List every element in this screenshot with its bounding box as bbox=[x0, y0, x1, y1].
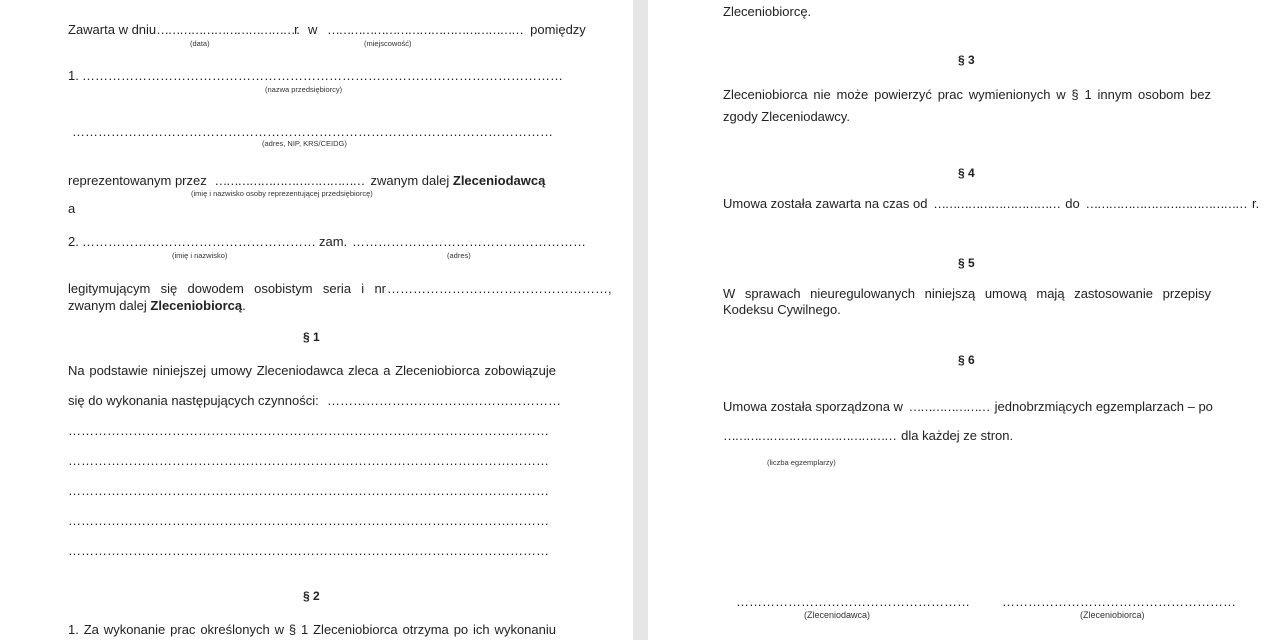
section-3-paragraph-line2: zgody Zleceniodawcy. bbox=[723, 109, 850, 124]
section-1-paragraph-line2: się do wykonania następujących czynności: bbox=[68, 393, 319, 408]
signature-label-zleceniodawca: (Zleceniodawca) bbox=[804, 610, 871, 620]
section-3-heading: § 3 bbox=[958, 53, 975, 67]
section-1-heading: § 1 bbox=[303, 330, 320, 344]
section-6-paragraph-line2 bbox=[723, 428, 1013, 443]
text-zwanym-dalej: zwanym dalej bbox=[370, 173, 450, 188]
text-sporzadzona: Umowa została sporządzona w bbox=[723, 399, 903, 414]
representative-line bbox=[68, 173, 545, 188]
text-pomiedzy: pomiędzy bbox=[530, 22, 586, 37]
section-5-paragraph-line1 bbox=[723, 286, 1211, 301]
tasks-field-2[interactable]: ………………………………………………………………………………………………… bbox=[68, 453, 549, 468]
section-5-text-1: W sprawach nieuregulowanych niniejszą umową mają zastosowanie przepisy bbox=[723, 286, 1211, 301]
section-6-heading: § 6 bbox=[958, 353, 975, 367]
text-reprezentowanym: reprezentowanym przez bbox=[68, 173, 207, 188]
text-w: w bbox=[308, 22, 318, 37]
section-2-paragraph bbox=[68, 622, 556, 637]
continued-text: Zleceniobiorcę. bbox=[723, 4, 812, 19]
party1-name-line bbox=[68, 68, 79, 83]
text-legitymujacym: legitymującym się dowodem osobistym seria i nr bbox=[68, 281, 386, 296]
id-number-field[interactable]: ……………………………………………, bbox=[387, 281, 612, 296]
caption-adres-nip: (adres, NIP, KRS/CEIDG) bbox=[262, 139, 347, 148]
section-4-heading: § 4 bbox=[958, 166, 975, 180]
text-do: do bbox=[1065, 196, 1080, 211]
section-4-paragraph bbox=[723, 196, 1259, 211]
zwanym-zleceniobiorca-line bbox=[68, 298, 246, 313]
section-3-paragraph-line1 bbox=[723, 87, 1211, 102]
signature-zleceniobiorca-field[interactable]: ……………………………………………… bbox=[1002, 594, 1236, 609]
period: . bbox=[242, 298, 246, 313]
section-3-text-1: Zleceniobiorca nie może powierzyć prac wymienionych w § 1 innym osobom bez bbox=[723, 87, 1211, 102]
term-zleceniodawca: Zleceniodawcą bbox=[452, 173, 546, 188]
contract-date-line bbox=[68, 22, 586, 37]
party2-line bbox=[68, 234, 79, 249]
signature-zleceniodawca-field[interactable]: ……………………………………………… bbox=[736, 594, 970, 609]
date-field[interactable]: ………………………………r. bbox=[156, 22, 299, 37]
date-to-field[interactable]: …………………………………… bbox=[1085, 196, 1247, 211]
party2-name-field[interactable]: ……………………………………………… bbox=[82, 234, 316, 249]
text-dla-kazdej: dla każdej ze stron. bbox=[901, 428, 1014, 443]
representative-field[interactable]: ………………………………… bbox=[214, 173, 364, 188]
document-page-left bbox=[0, 0, 633, 640]
party2-number: 2. bbox=[68, 234, 79, 249]
party1-name-field[interactable]: ………………………………………………………………………………………………… bbox=[82, 68, 563, 83]
caption-adres: (adres) bbox=[447, 251, 471, 260]
text-zam: zam. bbox=[319, 234, 348, 249]
text-czas-od: Umowa została zawarta na czas od bbox=[723, 196, 928, 211]
section-2-heading: § 2 bbox=[303, 589, 320, 603]
id-document-text bbox=[68, 281, 386, 296]
party1-address-field[interactable]: ………………………………………………………………………………………………… bbox=[72, 124, 553, 139]
party2-address-field[interactable]: ……………………………………………… bbox=[352, 234, 586, 249]
section-1-text-1: Na podstawie niniejszej umowy Zleceniodawca zleca a Zleceniobiorca zobowiązuje bbox=[68, 363, 556, 378]
document-page-right bbox=[648, 0, 1280, 640]
signature-label-zleceniobiorca: (Zleceniobiorca) bbox=[1080, 610, 1145, 620]
text-a: a bbox=[68, 201, 76, 216]
caption-data: (data) bbox=[190, 39, 210, 48]
caption-imie-nazwisko: (imię i nazwisko) bbox=[172, 251, 228, 260]
section-6-paragraph-line1 bbox=[723, 399, 1213, 414]
caption-liczba-egzemplarzy: (liczba egzemplarzy) bbox=[767, 458, 836, 467]
date-from-field[interactable]: …………………………… bbox=[933, 196, 1060, 211]
tasks-field-5[interactable]: ………………………………………………………………………………………………… bbox=[68, 543, 549, 558]
text-zawarta: Zawarta w dniu bbox=[68, 22, 157, 37]
caption-nazwa-przedsiebiorcy: (nazwa przedsiębiorcy) bbox=[265, 85, 343, 94]
text-zwanym-dalej-2: zwanym dalej bbox=[68, 298, 147, 313]
caption-miejscowosc: (miejscowość) bbox=[364, 39, 412, 48]
place-field[interactable]: …………………………………………… bbox=[327, 22, 523, 37]
term-zleceniobiorca: Zleceniobiorcą bbox=[150, 298, 243, 313]
party1-number: 1. bbox=[68, 68, 79, 83]
section-2-text: 1. Za wykonanie prac określonych w § 1 Zleceniobiorca otrzyma po ich wykonaniu bbox=[68, 622, 556, 637]
section-5-paragraph-line2: Kodeksu Cywilnego. bbox=[723, 302, 841, 317]
tasks-field-4[interactable]: ………………………………………………………………………………………………… bbox=[68, 513, 549, 528]
tasks-field-1[interactable]: ………………………………………………………………………………………………… bbox=[68, 423, 549, 438]
tasks-field-3[interactable]: ………………………………………………………………………………………………… bbox=[68, 483, 549, 498]
section-1-paragraph-line1 bbox=[68, 363, 556, 378]
caption-imie-reprezentant: (imię i nazwisko osoby reprezentującej przedsiębiorcę) bbox=[191, 189, 373, 198]
section-5-heading: § 5 bbox=[958, 256, 975, 270]
text-egzemplarzach: jednobrzmiących egzemplarzach – po bbox=[994, 399, 1213, 414]
page-gutter bbox=[633, 0, 648, 640]
tasks-field-0[interactable]: ……………………………………………… bbox=[327, 393, 561, 408]
text-r: r. bbox=[1251, 196, 1260, 211]
copies-count-field[interactable]: ………………… bbox=[908, 399, 990, 414]
copies-each-field[interactable]: ……………………………………… bbox=[723, 428, 896, 443]
